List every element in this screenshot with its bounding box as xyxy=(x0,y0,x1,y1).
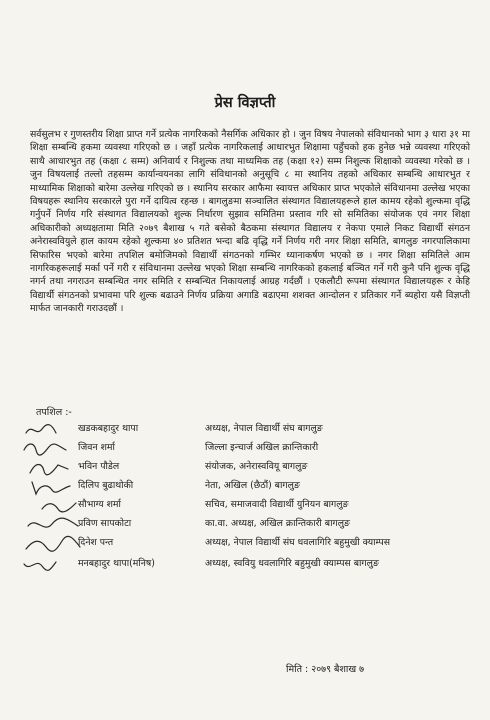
signatory-name: सौभाग्य शर्मा xyxy=(78,499,121,510)
signatory-name: जिवन शर्मा xyxy=(78,442,115,453)
signatory-name: भविन पौडेल xyxy=(78,461,120,472)
signatory-role: सचिव, समाजवादी विद्यार्थी युनियन बागलुङ xyxy=(205,499,349,510)
signatory-row xyxy=(0,478,490,494)
signatory-row xyxy=(0,440,490,456)
signatory-row xyxy=(0,556,490,572)
signatory-name: दिलिप बुढाथोकी xyxy=(78,480,134,491)
signatory-role: जिल्ला इन्चार्ज अखिल क्रान्तिकारी xyxy=(205,442,319,453)
signatory-row xyxy=(0,497,490,513)
signatory-name: दिनेश पन्त xyxy=(78,537,114,548)
document-date: मिति : २०७९ बैशाख ७ xyxy=(286,664,365,675)
signatory-role: अध्यक्ष, स्ववियु धवलागिरि बहुमुखी क्याम्पस बागलुङ xyxy=(205,558,379,569)
signatory-role: संयोजक, अनेरास्ववियू बागलुङ xyxy=(205,461,308,472)
signatory-role: अध्यक्ष, नेपाल विद्यार्थी संघ धवलागिरि बहुमुखी क्याम्पस xyxy=(205,537,391,548)
document-title: प्रेस विज्ञप्ती xyxy=(214,95,276,111)
signatory-name: प्रविण सापकोटा xyxy=(78,518,132,529)
signatory-name: खडकबहादुर थापा xyxy=(78,423,139,434)
signatories-heading: तपशिल :- xyxy=(36,407,72,418)
signatory-role: अध्यक्ष, नेपाल विद्यार्थी संघ बागलुङ xyxy=(205,423,323,434)
signatory-row xyxy=(0,516,490,532)
signatory-row xyxy=(0,535,490,551)
press-release-body: सर्वसुलभ र गुणस्तरीय शिक्षा प्राप्त गर्ने प्रत्येक नागरिकको नैसर्गिक अधिकार हो । जुन विषय नेपालको संविधानको भाग ३ धारा ३१ मा शिक्षा सम्बन्धि हकमा व्यवस्था गरिएको छ । जहाँ प्रत्येक नागरिकलाई आधारभुत शिक्षामा पहुँचको हक हुनेछ भन्ने व्यवस्था गरिएको साथै आधारभुत तह (कक्षा ८ सम्म) अनिवार्य र निशुल्क तथा माध्यमिक तह (कक्षा १२) सम्म निशुल्क शिक्षाको व्यवस्था गरेको छ । जुन विषयलाई तल्लो तहसम्म कार्यान्वयनका लागि संविधानको अनुसूचि ८ मा स्थानिय तहको अधिकार सम्बन्धि आधारभुत र माध्यामिक शिक्षाको बारेमा उल्लेख गरिएको छ । स्थानिय सरकार आफैमा स्वायत्त अधिकार प्राप्त भएकोले संविधानमा उल्लेख भएका विषयहरू स्थानिय सरकारले पुरा गर्ने दायित्व रहन्छ । बागलुङमा सञ्चालित संस्थागत विद्यालयहरूले हाल कामय रहेको शुल्कमा वृद्धि गर्नुपर्ने निर्णय गरि संस्थागत विद्यालयको शुल्क निर्धारण सुझाव समितिमा प्रस्ताव गरि सो समितिका संयोजक एवं नगर शिक्षा अधिकारीको अध्यक्षतामा मिति २०७९ बैशाख ५ गते बसेको बैठकमा संस्थागत विद्यालय र नेकपा एमाले निकट विद्यार्थी संगठन अनेरास्ववियुले हाल कायम रहेको शुल्कमा ४० प्रतिशत भन्दा बढि वृद्धि गर्ने निर्णय गरी नगर शिक्षा समिति, बागलुङ नगरपालिकामा सिफारिस भएको बारेमा तपशिल बमोजिमको विद्यार्थी संगठनको गम्भिर ध्यानाकर्षण भएको छ । नगर शिक्षा समितिले आम नागरिकहरूलाई मर्का पर्ने गरी र संविधानमा उल्लेख भएको शिक्षा सम्बन्धि नागरिकको हकलाई बञ्चित गर्ने गरी कुनै पनि शुल्क वृद्धि नगर्न तथा नगराउन सम्बन्धित नगर समिति र सम्बन्धित निकायलाई आग्रह गर्दछौं । एकलौटी रूपमा संस्थागत विद्यालयहरू र केहि विद्यार्थी संगठनको प्रभावमा परि शुल्क बढाउने निर्णय प्रक्रिया अगाडि बढाएमा शशक्त आन्दोलन र प्रतिकार गर्ने ब्यहोरा यसै विज्ञप्ती मार्फत जानकारी गराउदछौं । xyxy=(30,129,470,315)
signatory-role: नेता, अखिल (छैठौं) बागलुङ xyxy=(205,480,300,491)
signatory-role: का.वा. अध्यक्ष, अखिल क्रान्तिकारी बागलुङ xyxy=(205,518,350,529)
signatory-row xyxy=(0,459,490,475)
signatory-row xyxy=(0,421,490,437)
signatory-name: मनबहादुर थापा(मनिष) xyxy=(78,558,155,569)
